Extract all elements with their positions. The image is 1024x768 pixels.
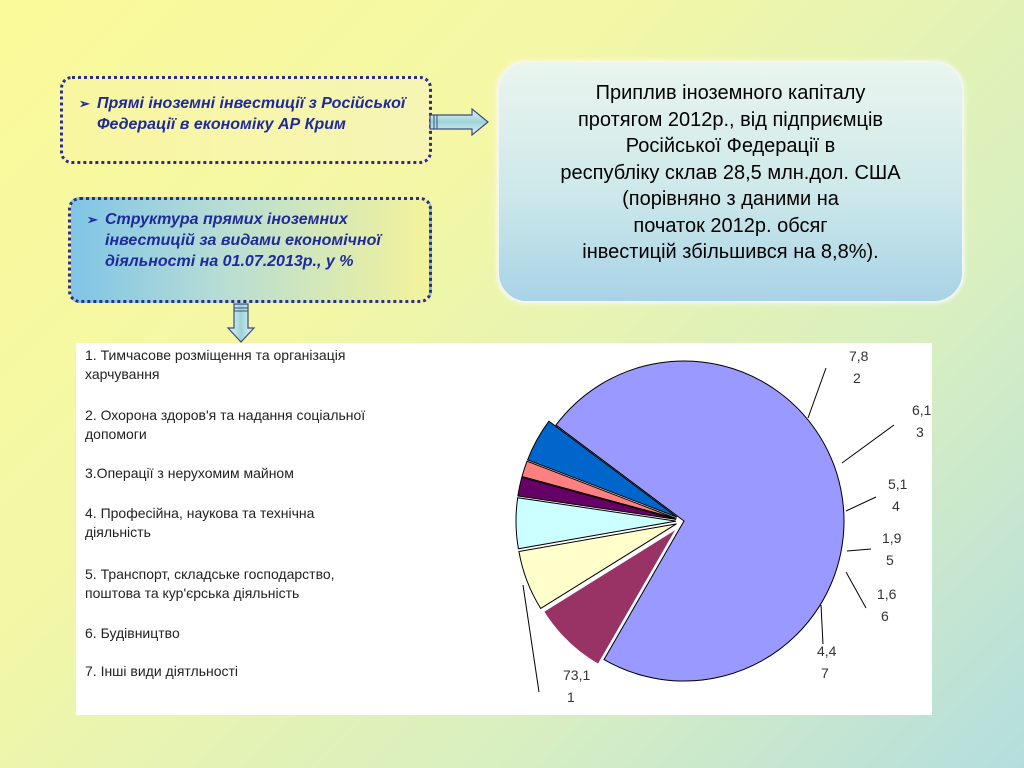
data-label-4: 4 (892, 498, 900, 514)
legend-line: 6. Будівництво (85, 625, 180, 641)
data-label-1: 73,1 (563, 667, 591, 683)
bullet-arrow-icon: ➢ (87, 212, 98, 227)
legend-line: 3.Операції з нерухомим майном (85, 465, 294, 481)
data-label-3: 6,1 (912, 402, 932, 418)
legend-line: 1. Тимчасове розміщення та організація (85, 347, 346, 363)
data-label-5: 1,9 (882, 530, 902, 546)
info-line: (порівняно з даними на (622, 188, 839, 210)
arrow-down-icon (226, 302, 256, 344)
arrow-right-icon (428, 108, 490, 138)
legend-item-5 (85, 565, 445, 603)
leader-line-7 (821, 605, 823, 644)
info-line: інвестицій збільшився на 8,8%). (582, 241, 879, 263)
leader-line-5 (847, 549, 871, 551)
data-label-1: 1 (567, 689, 575, 705)
legend-line: 4. Професійна, наукова та технічна (85, 505, 315, 521)
data-label-2: 7,8 (849, 348, 869, 364)
legend-line: 5. Транспорт, складське господарство, (85, 566, 335, 582)
legend-line: 7. Інші види діятльності (85, 663, 239, 679)
data-label-7: 7 (821, 665, 829, 681)
legend-line: поштова та кур'єрська діяльність (85, 585, 300, 601)
data-label-2: 2 (853, 370, 861, 386)
direct-investment-text: Прямі іноземні інвестиції з Російської Федерації в економіку АР Крим (97, 95, 406, 133)
info-line: Російської Федерації в (625, 135, 836, 157)
info-line: початок 2012р. обсяг (633, 214, 828, 237)
legend-line: 2. Охорона здоров'я та надання соціальної (85, 407, 366, 423)
leader-line-4 (846, 497, 876, 511)
data-label-7: 4,4 (817, 643, 837, 659)
investment-structure-box (68, 197, 432, 303)
leader-line-3 (842, 425, 894, 463)
direct-investment-box (60, 76, 432, 164)
legend-line: харчування (85, 366, 160, 382)
data-label-3: 3 (916, 424, 924, 440)
data-label-6: 6 (881, 608, 889, 624)
legend-item-3 (85, 464, 445, 483)
legend-item-7 (85, 662, 445, 681)
leader-line-2 (808, 368, 826, 418)
info-line: республіку склав 28,5 млн.дол. США (560, 161, 901, 184)
investment-structure-text: Структура прямих іноземних інвестицій за видами економічної діяльності на 01.07.2013р., у % (105, 211, 381, 270)
info-line: протягом 2012р., від підприємців (577, 108, 884, 131)
legend-item-1 (85, 346, 445, 384)
legend-item-2 (85, 406, 445, 444)
legend-line: діяльність (85, 524, 151, 540)
legend-line: допомоги (85, 426, 147, 442)
capital-inflow-panel (497, 61, 964, 303)
leader-line-6 (846, 572, 866, 608)
data-label-4: 5,1 (888, 476, 908, 492)
info-line: Приплив іноземного капіталу (595, 82, 866, 104)
data-label-5: 5 (886, 552, 894, 568)
legend-item-6 (85, 624, 445, 643)
legend-item-4 (85, 504, 445, 542)
bullet-arrow-icon: ➢ (79, 96, 90, 111)
data-label-6: 1,6 (877, 586, 897, 602)
